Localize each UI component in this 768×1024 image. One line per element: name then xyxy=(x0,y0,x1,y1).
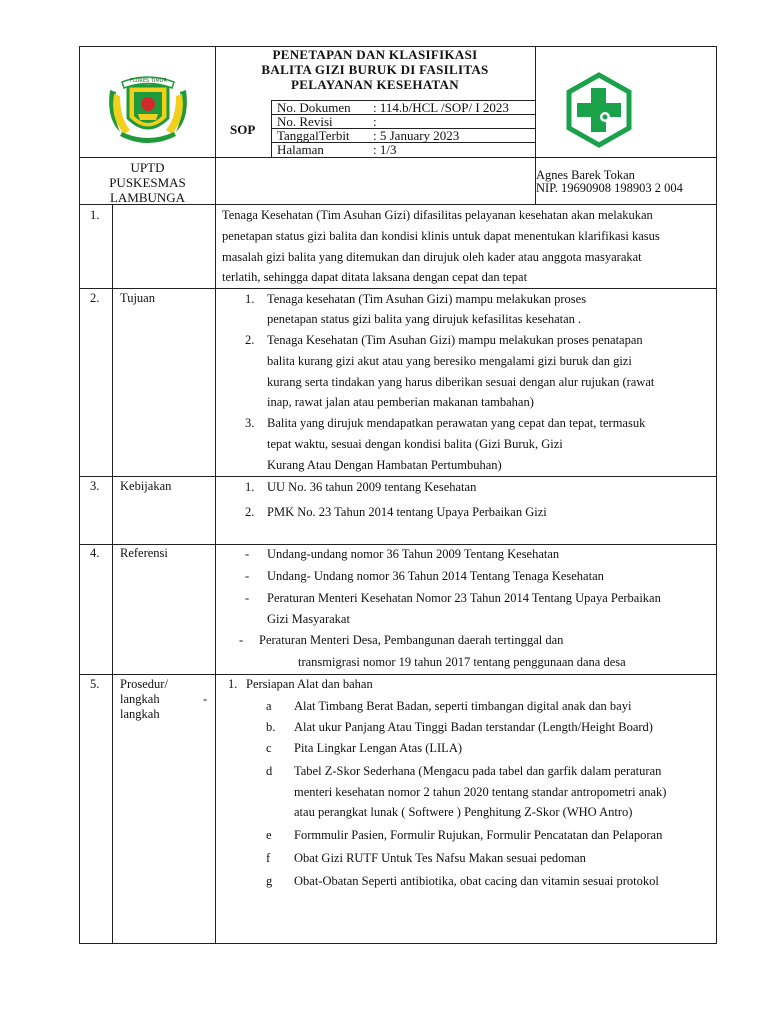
list-item-line: Gizi Masyarakat xyxy=(267,612,350,626)
section-label-prosedur-dash: - xyxy=(203,692,208,706)
section-1-line-4: terlatih, sehingga dapat ditata laksana dengan cepat dan tepat xyxy=(222,270,528,284)
list-item-line: Tenaga Kesehatan (Tim Asuhan Gizi) mampu melakukan proses penatapan xyxy=(267,333,643,347)
org-line-2: PUSKESMAS xyxy=(109,175,186,190)
meta-label-issue-date: TanggalTerbit xyxy=(277,128,350,143)
list-marker: 3. xyxy=(245,416,255,430)
list-item-line: Tenaga kesehatan (Tim Asuhan Gizi) mampu melakukan proses xyxy=(267,292,587,306)
list-item-line: tepat waktu, sesuai dengan kondisi balita (Gizi Buruk, Gizi xyxy=(267,437,563,451)
list-item-line: kurang serta tindakan yang harus diberikan sesuai dengan alur rujukan (rawat xyxy=(267,375,655,389)
section-label-kebijakan: Kebijakan xyxy=(120,479,172,493)
section-label-prosedur-2: langkah xyxy=(120,692,160,706)
section-number: 3. xyxy=(90,479,100,493)
list-item-line: Pita Lingkar Lengan Atas (LILA) xyxy=(294,741,463,755)
title-line-3: PELAYANAN KESEHATAN xyxy=(291,77,459,92)
meta-label-page: Halaman xyxy=(277,142,324,157)
list-marker: b. xyxy=(266,720,276,734)
list-item-line: Tabel Z-Skor Sederhana (Mengacu pada tabel dan garfik dalam peraturan xyxy=(294,764,662,778)
organization-name xyxy=(80,160,215,205)
list-marker: 1. xyxy=(245,480,255,494)
list-marker: - xyxy=(245,569,250,583)
title-line-2: BALITA GIZI BURUK DI FASILITAS xyxy=(261,62,489,77)
list-marker: 1. xyxy=(228,677,238,691)
regional-logo xyxy=(100,74,196,150)
section-1-line-2: penetapan status gizi balita dan kondisi klinis untuk dapat menentukan klarifikasi kasus xyxy=(222,229,660,243)
list-marker: c xyxy=(266,741,272,755)
list-marker: - xyxy=(245,547,250,561)
flores-timur-emblem-icon xyxy=(100,74,196,150)
title-line-1: PENETAPAN DAN KLASIFIKASI xyxy=(272,47,478,62)
list-marker: 2. xyxy=(245,333,255,347)
list-marker: f xyxy=(266,851,271,865)
org-line-1: UPTD xyxy=(130,160,165,175)
list-item-line: transmigrasi nomor 19 tahun 2017 tentang penggunaan dana desa xyxy=(298,655,626,669)
list-marker: - xyxy=(245,591,250,605)
list-item-line: menteri kesehatan nomor 2 tahun 2020 tentang standar antropometri anak) xyxy=(294,785,667,799)
section-number: 1. xyxy=(90,208,100,222)
section-label-prosedur-3: langkah xyxy=(120,707,160,721)
health-cross-icon xyxy=(565,72,633,148)
section-label-prosedur-1: Prosedur/ xyxy=(120,677,168,691)
list-item-line: Obat-Obatan Seperti antibiotika, obat cacing dan vitamin sesuai protokol xyxy=(294,874,659,888)
sop-label: SOP xyxy=(230,122,256,137)
kemenkes-logo xyxy=(565,72,633,148)
list-item-line: atau perangkat lunak ( Softwere ) Penghitung Z-Skor (WHO Antro) xyxy=(294,805,633,819)
list-item-line: inap, rawat jalan atau pemberian makanan tambahan) xyxy=(267,395,534,409)
list-item-line: penetapan status gizi balita yang dirujuk kefasilitas kesehatan . xyxy=(267,312,582,326)
list-item-line: Obat Gizi RUTF Untuk Tes Nafsu Makan sesuai pedoman xyxy=(294,851,586,865)
section-label-referensi: Referensi xyxy=(120,546,168,560)
list-marker: 2. xyxy=(245,505,255,519)
list-item-line: Alat Timbang Berat Badan, seperti timbangan digital anak dan bayi xyxy=(294,699,632,713)
section-number: 4. xyxy=(90,546,100,560)
list-marker: 1. xyxy=(245,292,255,306)
list-item-line: Undang- Undang nomor 36 Tahun 2014 Tentang Tenaga Kesehatan xyxy=(267,569,604,583)
list-item-line: balita kurang gizi akut atau yang beresiko mengalami gizi buruk dan gizi xyxy=(267,354,632,368)
logo-ribbon-text: FLORES TIMUR xyxy=(130,78,167,84)
meta-value-issue-date: : 5 January 2023 xyxy=(373,128,460,143)
list-item-line: Undang-undang nomor 36 Tahun 2009 Tentang Kesehatan xyxy=(267,547,560,561)
list-item-line: PMK No. 23 Tahun 2014 tentang Upaya Perbaikan Gizi xyxy=(267,505,547,519)
list-marker: d xyxy=(266,764,273,778)
section-number: 2. xyxy=(90,291,100,305)
org-line-3: LAMBUNGA xyxy=(109,190,186,205)
list-item-line: Alat ukur Panjang Atau Tinggi Badan terstandar (Length/Height Board) xyxy=(294,720,653,734)
list-item-line: Peraturan Menteri Desa, Pembangunan daerah tertinggal dan xyxy=(259,633,564,647)
meta-value-document-number: : 114.b/HCL /SOP/ I 2023 xyxy=(373,100,509,115)
list-marker: - xyxy=(239,633,244,647)
meta-value-revision: : xyxy=(373,114,377,129)
list-marker: a xyxy=(266,699,272,713)
section-number: 5. xyxy=(90,677,100,691)
signatory-nip: NIP. 19690908 198903 2 004 xyxy=(536,181,683,195)
meta-label-revision: No. Revisi xyxy=(277,114,333,129)
list-item-line: Balita yang dirujuk mendapatkan perawatan yang cepat dan tepat, termasuk xyxy=(267,416,646,430)
list-item-line: Formmulir Pasien, Formulir Rujukan, Formulir Pencatatan dan Pelaporan xyxy=(294,828,663,842)
procedure-heading: Persiapan Alat dan bahan xyxy=(246,677,373,691)
meta-label-document-number: No. Dokumen xyxy=(277,100,351,115)
meta-value-page: : 1/3 xyxy=(373,142,397,157)
section-label-tujuan: Tujuan xyxy=(120,291,155,305)
section-1-line-1: Tenaga Kesehatan (Tim Asuhan Gizi) difasilitas pelayanan kesehatan akan melakukan xyxy=(222,208,653,222)
signatory-name: Agnes Barek Tokan xyxy=(536,168,635,182)
list-marker: e xyxy=(266,828,272,842)
list-item-line: Kurang Atau Dengan Hambatan Pertumbuhan) xyxy=(267,458,502,472)
section-1-line-3: masalah gizi balita yang ditemukan dan dirujuk oleh kader atau anggota masyarakat xyxy=(222,250,642,264)
document-title xyxy=(215,47,535,92)
list-marker: g xyxy=(266,874,273,888)
list-item-line: UU No. 36 tahun 2009 tentang Kesehatan xyxy=(267,480,477,494)
list-item-line: Peraturan Menteri Kesehatan Nomor 23 Tahun 2014 Tentang Upaya Perbaikan xyxy=(267,591,661,605)
